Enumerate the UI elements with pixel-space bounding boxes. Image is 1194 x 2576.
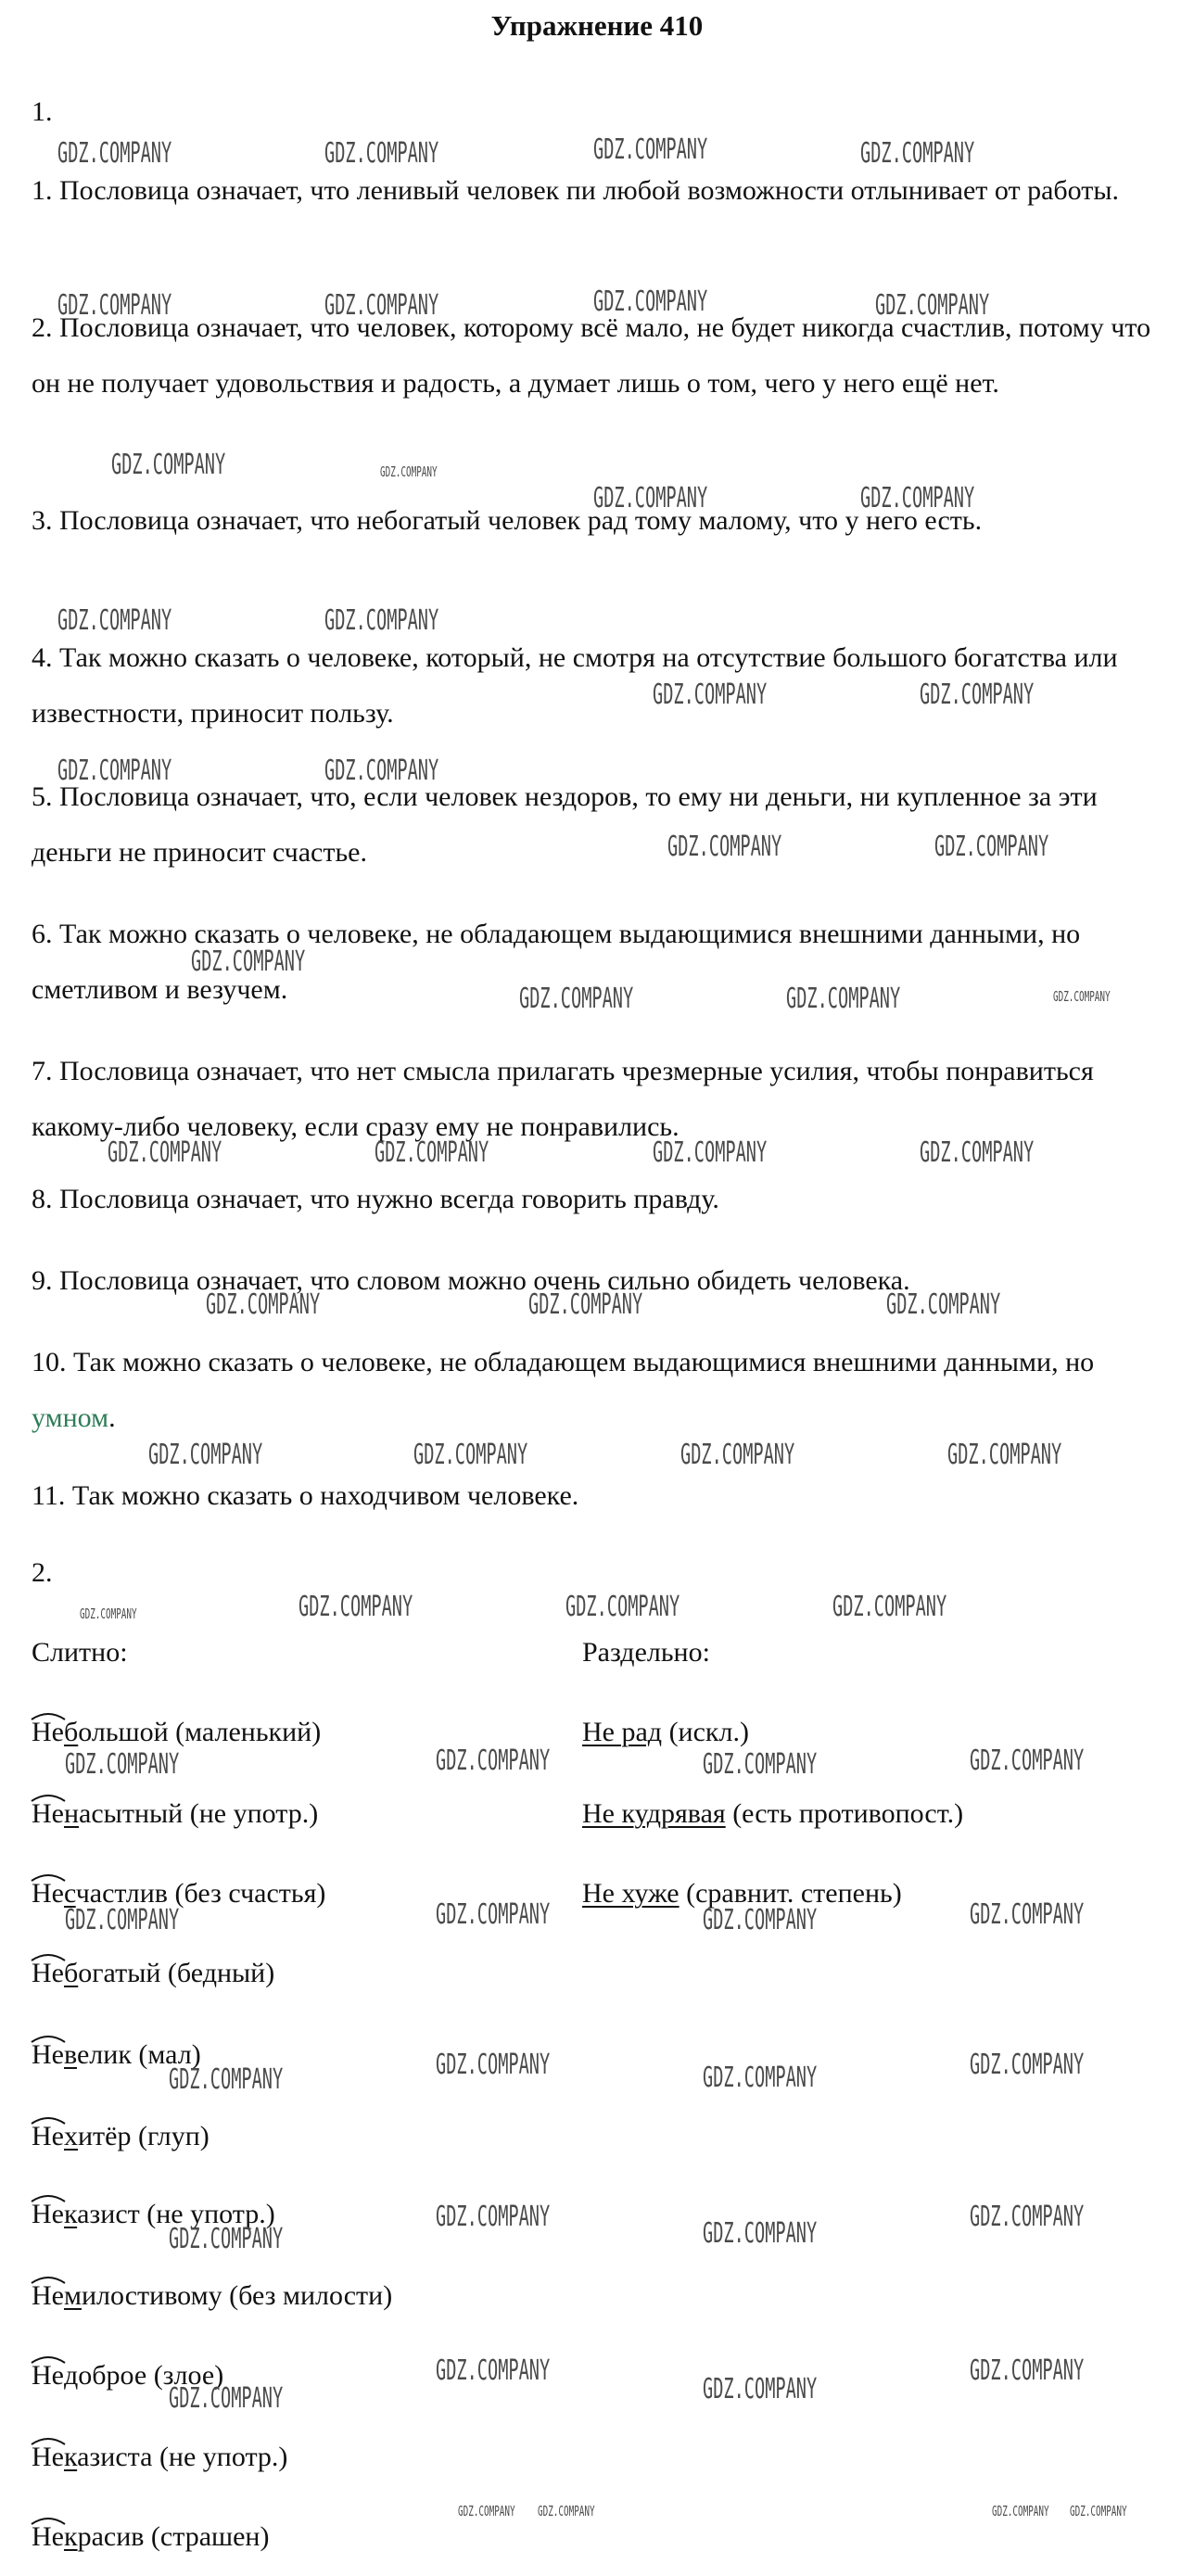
word-rest: азиста (не употр.)	[77, 2442, 288, 2472]
word-rest: оброе (злое)	[78, 2360, 224, 2391]
watermark-text: GDZ.COMPANY	[786, 983, 901, 1015]
watermark-text: GDZ.COMPANY	[169, 2063, 284, 2096]
watermark-text: GDZ.COMPANY	[80, 1605, 137, 1622]
watermark-text: GDZ.COMPANY	[920, 1136, 1035, 1169]
word-root-letter: в	[63, 2039, 77, 2070]
watermark-text: GDZ.COMPANY	[298, 1591, 413, 1623]
watermark-text: GDZ.COMPANY	[703, 2062, 818, 2094]
answer-10-word: умном	[32, 1402, 109, 1433]
word-root-letter: д	[63, 2360, 79, 2391]
watermark-text: GDZ.COMPANY	[970, 2049, 1085, 2081]
watermark-text: GDZ.COMPANY	[970, 1745, 1085, 1777]
watermark-text: GDZ.COMPANY	[206, 1288, 321, 1321]
watermark-text: GDZ.COMPANY	[565, 1591, 680, 1623]
watermark-text: GDZ.COMPANY	[519, 983, 634, 1015]
watermark-text: GDZ.COMPANY	[436, 2049, 551, 2081]
watermark-text: GDZ.COMPANY	[108, 1136, 222, 1169]
solid-word-item	[32, 2442, 287, 2473]
word-rest: азист (не употр.)	[77, 2199, 275, 2229]
word-root-letter: к	[63, 2442, 78, 2472]
watermark-text: GDZ.COMPANY	[436, 2201, 551, 2233]
solid-word-item	[32, 1798, 318, 1830]
watermark-text: GDZ.COMPANY	[111, 449, 226, 481]
watermark-text: GDZ.COMPANY	[593, 286, 708, 318]
watermark-text: GDZ.COMPANY	[380, 463, 438, 480]
watermark-text: GDZ.COMPANY	[65, 1904, 180, 1936]
watermark-text: GDZ.COMPANY	[947, 1439, 1062, 1471]
part2-number: 2.	[32, 1557, 53, 1588]
prefix-arc-mark	[30, 1870, 67, 1883]
answer-2: 2. Пословица означает, что человек, которому всё мало, не будет никогда счастлив, потому что он не получает удовольствия и радость, а думает лишь о том, чего у него ещё нет.	[32, 312, 1151, 399]
phrase-note: (сравнит. степень)	[679, 1878, 902, 1909]
watermark-text: GDZ.COMPANY	[57, 137, 172, 170]
watermark-text: GDZ.COMPANY	[703, 1748, 818, 1781]
solid-word-item	[32, 2280, 392, 2312]
word-prefix: Не	[32, 2280, 64, 2312]
word-rest: итёр (глуп)	[77, 2121, 210, 2151]
watermark-text: GDZ.COMPANY	[593, 482, 708, 514]
word-root-letter: к	[63, 2199, 78, 2229]
watermark-text: GDZ.COMPANY	[413, 1439, 528, 1471]
phrase-note: (искл.)	[662, 1717, 749, 1747]
separate-word-item	[582, 1798, 963, 1830]
watermark-text: GDZ.COMPANY	[970, 2201, 1085, 2233]
word-prefix: Не	[32, 1717, 64, 1748]
underlined-phrase: Не кудрявая	[582, 1798, 726, 1829]
watermark-text: GDZ.COMPANY	[653, 1136, 768, 1169]
solid-word-item	[32, 1958, 274, 1989]
word-prefix: Не	[32, 1798, 64, 1830]
prefix-arc-mark	[30, 2352, 67, 2365]
word-prefix: Не	[32, 2039, 64, 2071]
answer-6: 6. Так можно сказать о человеке, не обладающем выдающимися внешними данными, но сметливом и везучем.	[32, 919, 1081, 1005]
word-root-letter: б	[63, 1958, 79, 1988]
word-prefix: Не	[32, 2521, 64, 2553]
watermark-text: GDZ.COMPANY	[832, 1591, 947, 1623]
answer-3: 3. Пословица означает, что небогатый человек рад тому малому, что у него есть.	[32, 505, 983, 536]
answer-10	[32, 1335, 1162, 1446]
watermark-text: GDZ.COMPANY	[436, 1898, 551, 1931]
word-rest: елик (мал)	[76, 2039, 201, 2070]
word-prefix: Не	[32, 1958, 64, 1989]
watermark-text: GDZ.COMPANY	[860, 137, 975, 170]
watermark-text: GDZ.COMPANY	[324, 755, 439, 787]
watermark-text: GDZ.COMPANY	[324, 137, 439, 170]
watermark-text: GDZ.COMPANY	[934, 831, 1049, 863]
word-root-letter: м	[63, 2280, 82, 2311]
watermark-text: GDZ.COMPANY	[970, 2354, 1085, 2387]
left-column-header: Слитно:	[32, 1637, 128, 1668]
word-rest: частлив (без счастья)	[75, 1878, 326, 1909]
watermark-text: GDZ.COMPANY	[458, 2503, 515, 2519]
separate-word-item	[582, 1717, 749, 1748]
watermark-text: GDZ.COMPANY	[57, 289, 172, 322]
watermark-text: GDZ.COMPANY	[920, 679, 1035, 711]
word-prefix: Не	[32, 2121, 64, 2152]
answer-8: 8. Пословица означает, что нужно всегда говорить правду.	[32, 1184, 719, 1214]
watermark-text: GDZ.COMPANY	[886, 1288, 1001, 1321]
watermark-text: GDZ.COMPANY	[593, 133, 708, 166]
watermark-text: GDZ.COMPANY	[191, 945, 306, 978]
prefix-arc-mark	[30, 2113, 67, 2126]
watermark-text: GDZ.COMPANY	[970, 1898, 1085, 1931]
word-rest: огатый (бедный)	[78, 1958, 275, 1988]
solid-word-item	[32, 2121, 210, 2152]
prefix-arc-mark	[30, 1790, 67, 1803]
answer-7: 7. Пословица означает, что нет смысла прилагать чрезмерные усилия, чтобы понравиться какому-либо человеку, если сразу ему не понравились.	[32, 1056, 1094, 1142]
watermark-text: GDZ.COMPANY	[538, 2503, 595, 2519]
prefix-arc-mark	[30, 2513, 67, 2526]
watermark-text: GDZ.COMPANY	[324, 604, 439, 637]
watermark-text: GDZ.COMPANY	[57, 604, 172, 637]
watermark-text: GDZ.COMPANY	[860, 482, 975, 514]
phrase-note: (есть противопост.)	[725, 1798, 964, 1829]
answer-9: 9. Пословица означает, что словом можно очень сильно обидеть человека.	[32, 1265, 910, 1296]
answer-10-end: .	[108, 1402, 116, 1433]
word-root-letter: х	[63, 2121, 78, 2151]
watermark-text: GDZ.COMPANY	[528, 1288, 643, 1321]
answer-4: 4. Так можно сказать о человеке, который, не смотря на отсутствие большого богатства или известности, приносит пользу.	[32, 642, 1118, 729]
watermark-text: GDZ.COMPANY	[680, 1439, 795, 1471]
word-root-letter: б	[63, 1717, 79, 1747]
underlined-phrase: Не рад	[582, 1717, 663, 1747]
watermark-text: GDZ.COMPANY	[65, 1748, 180, 1781]
watermark-text: GDZ.COMPANY	[436, 1745, 551, 1777]
word-root-letter: к	[63, 2521, 78, 2552]
watermark-text: GDZ.COMPANY	[375, 1136, 489, 1169]
page-title: Упражнение 410	[490, 9, 704, 42]
word-rest: расив (страшен)	[77, 2521, 270, 2552]
word-rest: ольшой (маленький)	[78, 1717, 322, 1747]
answer-5: 5. Пословица означает, что, если человек нездоров, то ему ни деньги, ни купленное за эти деньги не приносит счастье.	[32, 781, 1098, 868]
watermark-text: GDZ.COMPANY	[653, 679, 768, 711]
watermark-text: GDZ.COMPANY	[875, 289, 990, 322]
prefix-arc-mark	[30, 2031, 67, 2044]
watermark-text: GDZ.COMPANY	[169, 2382, 284, 2415]
prefix-arc-mark	[30, 1949, 67, 1962]
prefix-arc-mark	[30, 2433, 67, 2446]
solid-word-item	[32, 1717, 321, 1748]
watermark-text: GDZ.COMPANY	[703, 2373, 818, 2405]
word-root-letter: н	[63, 1798, 80, 1829]
watermark-text: GDZ.COMPANY	[1070, 2503, 1127, 2519]
right-column-header: Раздельно:	[582, 1637, 710, 1668]
word-prefix: Не	[32, 2360, 64, 2392]
word-prefix: Не	[32, 2442, 64, 2473]
watermark-text: GDZ.COMPANY	[57, 755, 172, 787]
watermark-text: GDZ.COMPANY	[703, 1904, 818, 1936]
part1-number: 1.	[32, 96, 53, 127]
prefix-arc-mark	[30, 2272, 67, 2285]
underlined-phrase: Не хуже	[582, 1878, 680, 1909]
answer-11: 11. Так можно сказать о находчивом человеке.	[32, 1480, 579, 1511]
word-rest: илостивому (без милости)	[81, 2280, 393, 2311]
word-prefix: Не	[32, 2199, 64, 2230]
watermark-text: GDZ.COMPANY	[703, 2217, 818, 2250]
word-root-letter: с	[63, 1878, 76, 1909]
watermark-text: GDZ.COMPANY	[148, 1439, 263, 1471]
watermark-text: GDZ.COMPANY	[992, 2503, 1049, 2519]
watermark-text: GDZ.COMPANY	[324, 289, 439, 322]
watermark-text: GDZ.COMPANY	[1053, 988, 1111, 1005]
answer-10-text: 10. Так можно сказать о человеке, не обладающем выдающимися внешними данными, но	[32, 1347, 1095, 1377]
watermark-text: GDZ.COMPANY	[436, 2354, 551, 2387]
watermark-text: GDZ.COMPANY	[667, 831, 782, 863]
word-prefix: Не	[32, 1878, 64, 1910]
word-rest: асытный (не употр.)	[79, 1798, 319, 1829]
answer-1: 1. Пословица означает, что ленивый человек пи любой возможности отлынивает от работы.	[32, 175, 1120, 206]
solid-word-item	[32, 2521, 269, 2553]
prefix-arc-mark	[30, 1708, 67, 1721]
watermark-text: GDZ.COMPANY	[169, 2223, 284, 2255]
prefix-arc-mark	[30, 2190, 67, 2203]
